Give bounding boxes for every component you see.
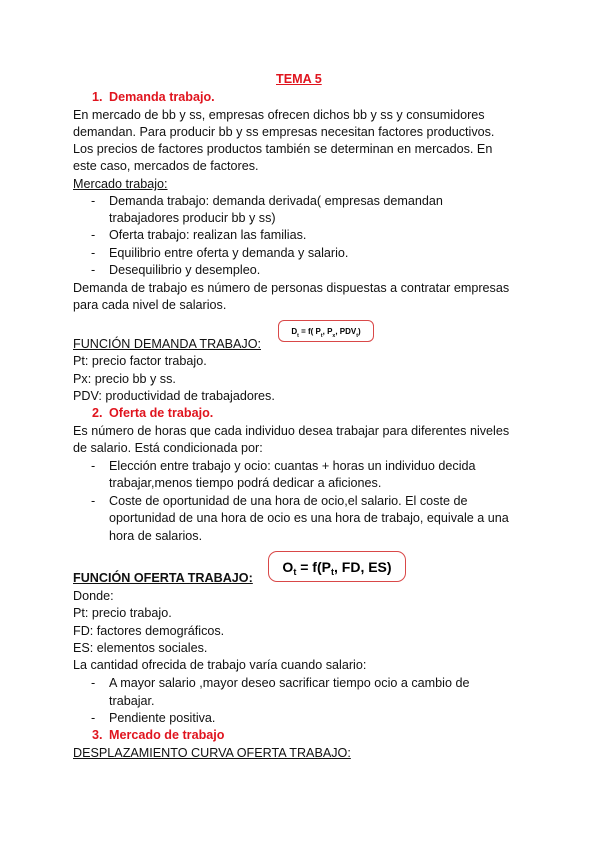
bullet-3-1-cont: trabajar. xyxy=(109,694,155,708)
bullet-dash: - xyxy=(91,459,96,473)
def-px: Px: precio bb y ss. xyxy=(73,372,176,386)
section-2-heading: Oferta de trabajo. xyxy=(109,406,214,420)
bullet-dash: - xyxy=(91,494,96,508)
bullet-dash: - xyxy=(91,228,96,242)
bullet-1-2: Oferta trabajo: realizan las familias. xyxy=(109,228,307,242)
bullet-2-2-cont: oportunidad de una hora de ocio es una hora de trabajo, equivale a una xyxy=(109,511,509,525)
page-title: TEMA 5 xyxy=(276,72,322,86)
formula-oferta-box xyxy=(268,551,406,582)
intro-line-4: este caso, mercados de factores. xyxy=(73,159,259,173)
cantidad-line: La cantidad ofrecida de trabajo varía cuando salario: xyxy=(73,658,367,672)
bullet-dash: - xyxy=(91,263,96,277)
bullet-dash: - xyxy=(91,676,96,690)
formula-demanda-box xyxy=(278,320,374,342)
section-1-heading: Demanda trabajo. xyxy=(109,90,215,104)
bullet-1-3: Equilibrio entre oferta y demanda y salario. xyxy=(109,246,349,260)
para3-line-1: Es número de horas que cada individuo desea trabajar para diferentes niveles xyxy=(73,424,510,438)
bullet-dash: - xyxy=(91,246,96,260)
para2-line-2: para cada nivel de salarios. xyxy=(73,298,227,312)
section-1-number: 1. xyxy=(92,90,103,104)
bullet-dash: - xyxy=(91,711,96,725)
desplazamiento-label: DESPLAZAMIENTO CURVA OFERTA TRABAJO: xyxy=(73,746,351,760)
bullet-2-1: Elección entre trabajo y ocio: cuantas + horas un individuo decida xyxy=(109,459,476,473)
para2-line-1: Demanda de trabajo es número de personas dispuestas a contratar empresas xyxy=(73,281,510,295)
funcion-oferta-label: FUNCIÓN OFERTA TRABAJO: xyxy=(73,571,253,585)
bullet-2-2: Coste de oportunidad de una hora de ocio,el salario. El coste de xyxy=(109,494,468,508)
bullet-2-2-cont2: hora de salarios. xyxy=(109,529,203,543)
section-2-number: 2. xyxy=(92,406,103,420)
formula-demanda: $D_t = f$( $P_t$, $P_x$, $PDV_t$) xyxy=(291,326,361,339)
bullet-3-1: A mayor salario ,mayor deseo sacrificar tiempo ocio a cambio de xyxy=(109,676,470,690)
def-pt: Pt: precio factor trabajo. xyxy=(73,354,207,368)
mercado-label: Mercado trabajo: xyxy=(73,177,168,191)
funcion-demanda-label: FUNCIÓN DEMANDA TRABAJO: xyxy=(73,337,261,351)
bullet-3-2: Pendiente positiva. xyxy=(109,711,216,725)
section-3-number: 3. xyxy=(92,728,103,742)
def-pt-2: Pt: precio trabajo. xyxy=(73,606,172,620)
def-es: ES: elementos sociales. xyxy=(73,641,208,655)
bullet-1-1-cont: trabajadores producir bb y ss) xyxy=(109,211,276,225)
donde-label: Donde: xyxy=(73,589,114,603)
formula-oferta: $O_t = f(P_t$, FD, ES) xyxy=(282,558,392,577)
def-fd: FD: factores demográficos. xyxy=(73,624,225,638)
intro-line-2: demandan. Para producir bb y ss empresas necesitan factores productivos. xyxy=(73,125,495,139)
para3-line-2: de salario. Está condicionada por: xyxy=(73,441,263,455)
intro-line-3: Los precios de factores productos también se determinan en mercados. En xyxy=(73,142,493,156)
bullet-1-1: Demanda trabajo: demanda derivada( empresas demandan xyxy=(109,194,443,208)
bullet-2-1-cont: trabajar,menos tiempo podrá dedicar a aficiones. xyxy=(109,476,382,490)
bullet-dash: - xyxy=(91,194,96,208)
section-3-heading: Mercado de trabajo xyxy=(109,728,225,742)
intro-line-1: En mercado de bb y ss, empresas ofrecen dichos bb y ss y consumidores xyxy=(73,108,485,122)
bullet-1-4: Desequilibrio y desempleo. xyxy=(109,263,261,277)
def-pdv: PDV: productividad de trabajadores. xyxy=(73,389,275,403)
